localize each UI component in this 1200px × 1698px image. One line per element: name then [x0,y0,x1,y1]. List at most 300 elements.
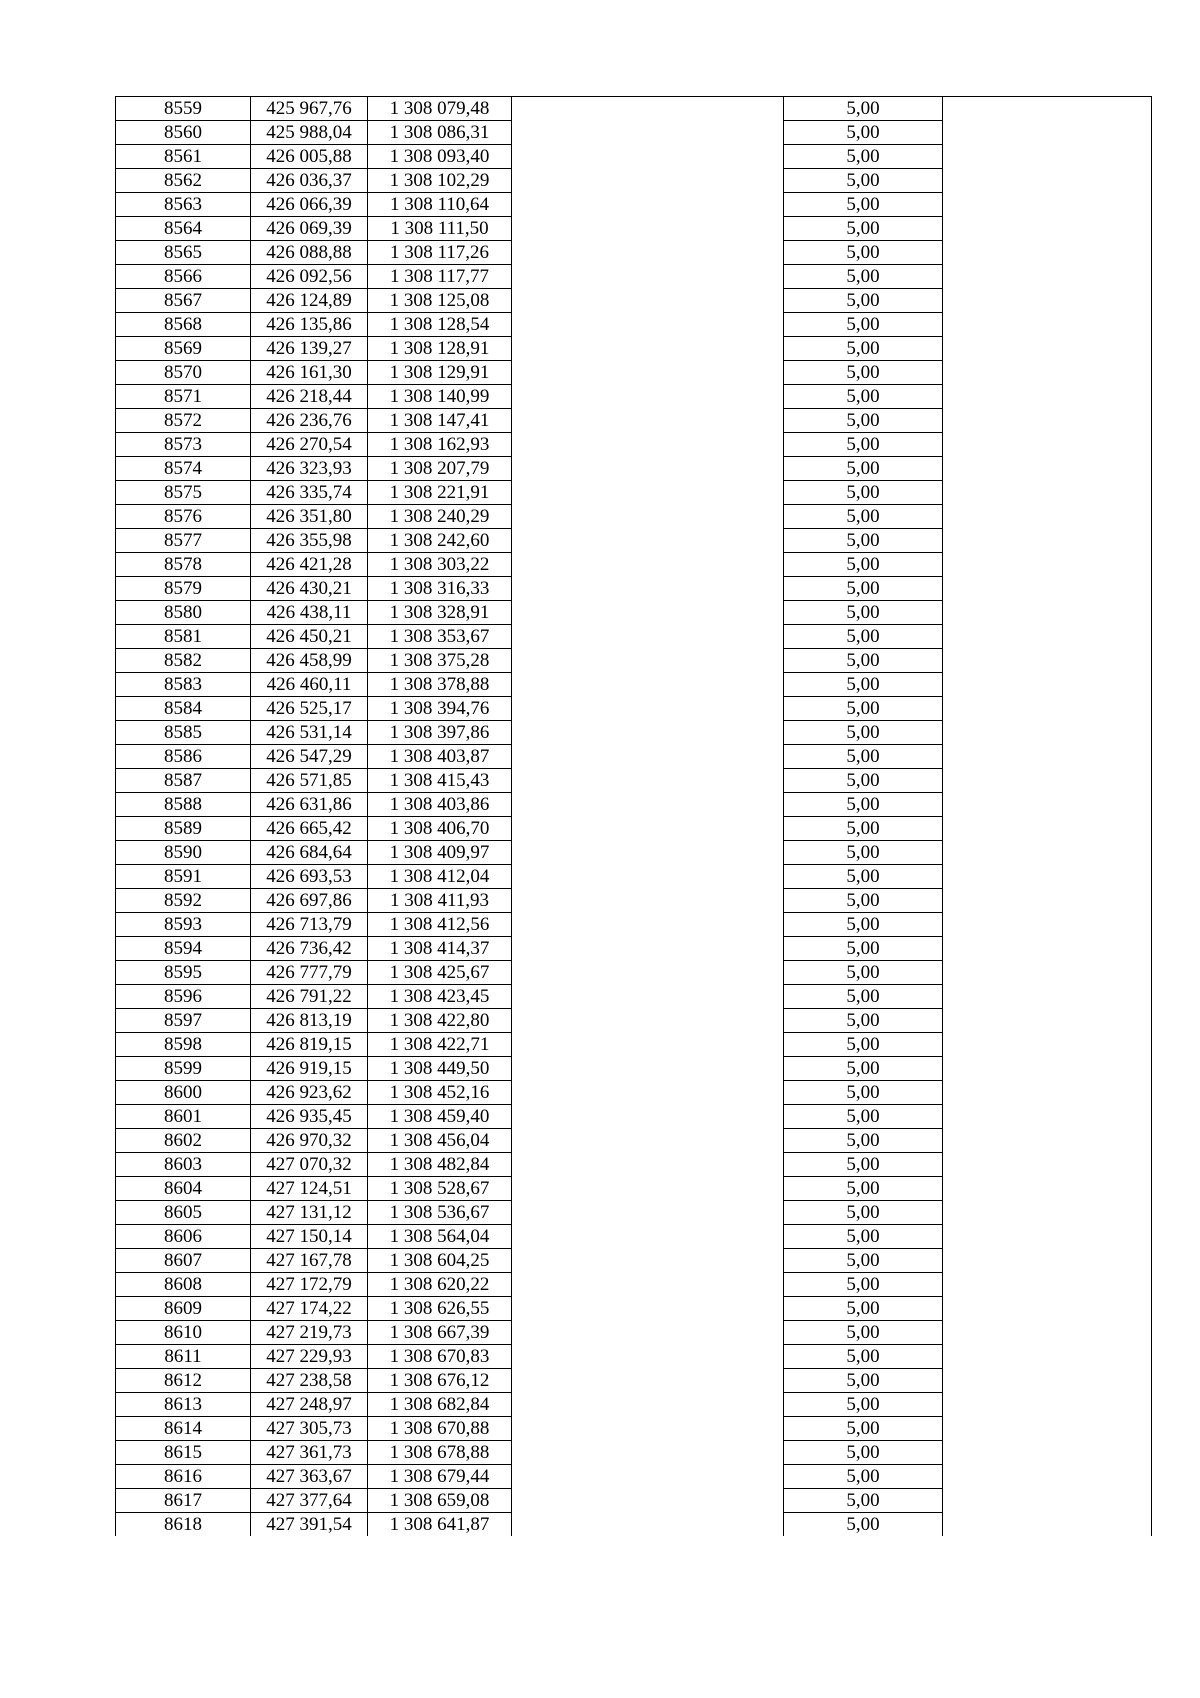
table-row [116,649,1152,673]
cell-point-number: 8588 [116,793,251,817]
cell-empty [512,1417,784,1441]
cell-error-value: 5,00 [784,697,943,721]
cell-empty [512,1225,784,1249]
cell-point-number: 8580 [116,601,251,625]
cell-note [943,169,1152,193]
cell-x-coordinate: 427 248,97 [251,1393,368,1417]
cell-point-number: 8592 [116,889,251,913]
cell-note [943,865,1152,889]
cell-x-coordinate: 427 219,73 [251,1321,368,1345]
table-row [116,769,1152,793]
cell-y-coordinate: 1 308 604,25 [368,1249,512,1273]
cell-empty [512,817,784,841]
table-row [116,217,1152,241]
cell-x-coordinate: 425 988,04 [251,121,368,145]
cell-x-coordinate: 426 450,21 [251,625,368,649]
cell-note [943,457,1152,481]
cell-x-coordinate: 427 167,78 [251,1249,368,1273]
cell-empty [512,841,784,865]
cell-empty [512,1033,784,1057]
cell-note [943,601,1152,625]
cell-x-coordinate: 426 813,19 [251,1009,368,1033]
table-row [116,1105,1152,1129]
table-row [116,433,1152,457]
table-row [116,913,1152,937]
cell-note [943,337,1152,361]
table-row [116,1297,1152,1321]
cell-note [943,961,1152,985]
cell-empty [512,385,784,409]
cell-error-value: 5,00 [784,625,943,649]
cell-point-number: 8570 [116,361,251,385]
table-row [116,193,1152,217]
cell-error-value: 5,00 [784,1201,943,1225]
cell-point-number: 8609 [116,1297,251,1321]
cell-x-coordinate: 426 135,86 [251,313,368,337]
cell-y-coordinate: 1 308 110,64 [368,193,512,217]
cell-point-number: 8563 [116,193,251,217]
cell-point-number: 8564 [116,217,251,241]
cell-empty [512,217,784,241]
cell-x-coordinate: 426 935,45 [251,1105,368,1129]
table-row [116,409,1152,433]
cell-empty [512,1513,784,1537]
cell-y-coordinate: 1 308 678,88 [368,1441,512,1465]
cell-y-coordinate: 1 308 564,04 [368,1225,512,1249]
cell-empty [512,745,784,769]
cell-empty [512,1057,784,1081]
coordinates-table-body [116,97,1152,1537]
cell-empty [512,361,784,385]
table-row [116,1033,1152,1057]
cell-point-number: 8612 [116,1369,251,1393]
cell-error-value: 5,00 [784,433,943,457]
cell-point-number: 8587 [116,769,251,793]
cell-error-value: 5,00 [784,1297,943,1321]
cell-note [943,1033,1152,1057]
cell-error-value: 5,00 [784,769,943,793]
cell-note [943,1393,1152,1417]
cell-point-number: 8614 [116,1417,251,1441]
cell-note [943,1417,1152,1441]
cell-y-coordinate: 1 308 128,91 [368,337,512,361]
table-row [116,505,1152,529]
cell-point-number: 8575 [116,481,251,505]
cell-empty [512,505,784,529]
cell-x-coordinate: 425 967,76 [251,97,368,121]
table-row [116,169,1152,193]
cell-y-coordinate: 1 308 079,48 [368,97,512,121]
cell-y-coordinate: 1 308 147,41 [368,409,512,433]
table-row [116,289,1152,313]
cell-y-coordinate: 1 308 641,87 [368,1513,512,1537]
cell-x-coordinate: 427 172,79 [251,1273,368,1297]
cell-error-value: 5,00 [784,337,943,361]
table-row [116,1273,1152,1297]
cell-note [943,433,1152,457]
cell-empty [512,481,784,505]
cell-point-number: 8566 [116,265,251,289]
cell-y-coordinate: 1 308 406,70 [368,817,512,841]
cell-note [943,625,1152,649]
table-row [116,601,1152,625]
cell-note [943,97,1152,121]
cell-error-value: 5,00 [784,121,943,145]
cell-point-number: 8559 [116,97,251,121]
cell-empty [512,1369,784,1393]
cell-empty [512,1081,784,1105]
cell-y-coordinate: 1 308 670,83 [368,1345,512,1369]
cell-y-coordinate: 1 308 423,45 [368,985,512,1009]
cell-error-value: 5,00 [784,1393,943,1417]
cell-empty [512,793,784,817]
cell-point-number: 8603 [116,1153,251,1177]
cell-note [943,1105,1152,1129]
cell-y-coordinate: 1 308 397,86 [368,721,512,745]
cell-y-coordinate: 1 308 129,91 [368,361,512,385]
cell-point-number: 8565 [116,241,251,265]
table-row [116,553,1152,577]
table-row [116,1417,1152,1441]
cell-y-coordinate: 1 308 125,08 [368,289,512,313]
cell-point-number: 8572 [116,409,251,433]
cell-y-coordinate: 1 308 303,22 [368,553,512,577]
cell-empty [512,409,784,433]
cell-point-number: 8583 [116,673,251,697]
cell-empty [512,529,784,553]
cell-error-value: 5,00 [784,649,943,673]
cell-y-coordinate: 1 308 378,88 [368,673,512,697]
cell-empty [512,265,784,289]
cell-y-coordinate: 1 308 482,84 [368,1153,512,1177]
cell-y-coordinate: 1 308 449,50 [368,1057,512,1081]
cell-empty [512,337,784,361]
cell-note [943,217,1152,241]
cell-error-value: 5,00 [784,1321,943,1345]
cell-point-number: 8608 [116,1273,251,1297]
table-row [116,961,1152,985]
cell-x-coordinate: 426 438,11 [251,601,368,625]
cell-point-number: 8589 [116,817,251,841]
cell-note [943,241,1152,265]
cell-point-number: 8562 [116,169,251,193]
cell-note [943,529,1152,553]
cell-empty [512,1153,784,1177]
cell-note [943,1009,1152,1033]
cell-x-coordinate: 426 631,86 [251,793,368,817]
cell-empty [512,673,784,697]
cell-y-coordinate: 1 308 353,67 [368,625,512,649]
cell-error-value: 5,00 [784,961,943,985]
cell-empty [512,1465,784,1489]
cell-note [943,889,1152,913]
cell-note [943,361,1152,385]
cell-x-coordinate: 427 377,64 [251,1489,368,1513]
table-row [116,1081,1152,1105]
cell-note [943,1345,1152,1369]
cell-y-coordinate: 1 308 425,67 [368,961,512,985]
cell-x-coordinate: 426 069,39 [251,217,368,241]
table-row [116,697,1152,721]
table-row [116,337,1152,361]
cell-x-coordinate: 426 684,64 [251,841,368,865]
cell-empty [512,1393,784,1417]
cell-empty [512,145,784,169]
table-row [116,673,1152,697]
cell-x-coordinate: 426 335,74 [251,481,368,505]
cell-error-value: 5,00 [784,1225,943,1249]
cell-error-value: 5,00 [784,1513,943,1537]
cell-empty [512,865,784,889]
cell-note [943,121,1152,145]
cell-point-number: 8618 [116,1513,251,1537]
cell-point-number: 8584 [116,697,251,721]
cell-point-number: 8579 [116,577,251,601]
table-row [116,241,1152,265]
table-row [116,1489,1152,1513]
cell-y-coordinate: 1 308 676,12 [368,1369,512,1393]
table-row [116,121,1152,145]
cell-empty [512,1273,784,1297]
cell-note [943,1321,1152,1345]
cell-x-coordinate: 426 236,76 [251,409,368,433]
cell-error-value: 5,00 [784,505,943,529]
table-row [116,1345,1152,1369]
table-row [116,145,1152,169]
cell-error-value: 5,00 [784,1057,943,1081]
table-row [116,1153,1152,1177]
cell-note [943,793,1152,817]
cell-x-coordinate: 427 131,12 [251,1201,368,1225]
table-row [116,1465,1152,1489]
cell-x-coordinate: 427 238,58 [251,1369,368,1393]
cell-x-coordinate: 426 430,21 [251,577,368,601]
table-row [116,1177,1152,1201]
cell-y-coordinate: 1 308 412,04 [368,865,512,889]
cell-note [943,1273,1152,1297]
table-row [116,1369,1152,1393]
cell-x-coordinate: 426 713,79 [251,913,368,937]
cell-y-coordinate: 1 308 086,31 [368,121,512,145]
table-row [116,529,1152,553]
cell-y-coordinate: 1 308 242,60 [368,529,512,553]
cell-error-value: 5,00 [784,169,943,193]
cell-point-number: 8591 [116,865,251,889]
cell-x-coordinate: 426 697,86 [251,889,368,913]
cell-x-coordinate: 427 305,73 [251,1417,368,1441]
cell-y-coordinate: 1 308 162,93 [368,433,512,457]
cell-x-coordinate: 426 088,88 [251,241,368,265]
cell-empty [512,1201,784,1225]
table-row [116,1393,1152,1417]
cell-y-coordinate: 1 308 411,93 [368,889,512,913]
cell-note [943,1057,1152,1081]
cell-point-number: 8576 [116,505,251,529]
cell-error-value: 5,00 [784,673,943,697]
table-row [116,1201,1152,1225]
cell-empty [512,721,784,745]
cell-note [943,409,1152,433]
cell-y-coordinate: 1 308 679,44 [368,1465,512,1489]
cell-x-coordinate: 426 919,15 [251,1057,368,1081]
cell-error-value: 5,00 [784,1177,943,1201]
cell-empty [512,961,784,985]
cell-note [943,1225,1152,1249]
cell-error-value: 5,00 [784,457,943,481]
cell-error-value: 5,00 [784,937,943,961]
cell-note [943,985,1152,1009]
cell-empty [512,169,784,193]
table-row [116,937,1152,961]
cell-x-coordinate: 427 229,93 [251,1345,368,1369]
table-row [116,1225,1152,1249]
cell-point-number: 8582 [116,649,251,673]
cell-empty [512,1489,784,1513]
coordinates-table [115,96,1152,1536]
cell-x-coordinate: 426 270,54 [251,433,368,457]
cell-note [943,385,1152,409]
cell-note [943,937,1152,961]
cell-point-number: 8597 [116,1009,251,1033]
cell-point-number: 8613 [116,1393,251,1417]
cell-note [943,313,1152,337]
cell-error-value: 5,00 [784,1105,943,1129]
cell-point-number: 8577 [116,529,251,553]
cell-x-coordinate: 426 323,93 [251,457,368,481]
cell-note [943,289,1152,313]
cell-error-value: 5,00 [784,1417,943,1441]
cell-empty [512,1297,784,1321]
cell-point-number: 8598 [116,1033,251,1057]
cell-point-number: 8601 [116,1105,251,1129]
cell-point-number: 8593 [116,913,251,937]
cell-y-coordinate: 1 308 667,39 [368,1321,512,1345]
cell-point-number: 8561 [116,145,251,169]
cell-x-coordinate: 427 174,22 [251,1297,368,1321]
cell-error-value: 5,00 [784,409,943,433]
cell-x-coordinate: 426 923,62 [251,1081,368,1105]
table-row [116,265,1152,289]
cell-point-number: 8571 [116,385,251,409]
cell-empty [512,913,784,937]
cell-note [943,697,1152,721]
cell-empty [512,769,784,793]
cell-empty [512,601,784,625]
cell-empty [512,985,784,1009]
cell-x-coordinate: 426 777,79 [251,961,368,985]
cell-error-value: 5,00 [784,889,943,913]
cell-y-coordinate: 1 308 414,37 [368,937,512,961]
cell-x-coordinate: 426 736,42 [251,937,368,961]
cell-x-coordinate: 426 161,30 [251,361,368,385]
cell-y-coordinate: 1 308 659,08 [368,1489,512,1513]
cell-note [943,1153,1152,1177]
cell-point-number: 8604 [116,1177,251,1201]
cell-point-number: 8607 [116,1249,251,1273]
table-row [116,1441,1152,1465]
cell-y-coordinate: 1 308 117,26 [368,241,512,265]
cell-x-coordinate: 426 571,85 [251,769,368,793]
cell-point-number: 8581 [116,625,251,649]
table-row [116,457,1152,481]
cell-y-coordinate: 1 308 422,80 [368,1009,512,1033]
cell-x-coordinate: 426 458,99 [251,649,368,673]
cell-x-coordinate: 426 351,80 [251,505,368,529]
cell-error-value: 5,00 [784,193,943,217]
cell-error-value: 5,00 [784,865,943,889]
cell-x-coordinate: 426 139,27 [251,337,368,361]
table-row [116,1321,1152,1345]
cell-error-value: 5,00 [784,553,943,577]
cell-point-number: 8560 [116,121,251,145]
cell-x-coordinate: 426 819,15 [251,1033,368,1057]
cell-y-coordinate: 1 308 207,79 [368,457,512,481]
table-row [116,745,1152,769]
cell-note [943,505,1152,529]
cell-error-value: 5,00 [784,529,943,553]
table-row [116,1129,1152,1153]
cell-y-coordinate: 1 308 682,84 [368,1393,512,1417]
cell-note [943,649,1152,673]
cell-x-coordinate: 427 363,67 [251,1465,368,1489]
cell-y-coordinate: 1 308 422,71 [368,1033,512,1057]
cell-y-coordinate: 1 308 102,29 [368,169,512,193]
cell-note [943,1297,1152,1321]
cell-point-number: 8616 [116,1465,251,1489]
cell-error-value: 5,00 [784,217,943,241]
cell-empty [512,625,784,649]
cell-note [943,673,1152,697]
cell-error-value: 5,00 [784,721,943,745]
table-row [116,577,1152,601]
cell-x-coordinate: 426 005,88 [251,145,368,169]
cell-error-value: 5,00 [784,1273,943,1297]
cell-point-number: 8605 [116,1201,251,1225]
cell-note [943,841,1152,865]
cell-error-value: 5,00 [784,1441,943,1465]
cell-empty [512,649,784,673]
cell-x-coordinate: 427 150,14 [251,1225,368,1249]
cell-point-number: 8596 [116,985,251,1009]
cell-x-coordinate: 426 036,37 [251,169,368,193]
cell-y-coordinate: 1 308 111,50 [368,217,512,241]
cell-empty [512,457,784,481]
cell-error-value: 5,00 [784,913,943,937]
cell-error-value: 5,00 [784,1129,943,1153]
cell-y-coordinate: 1 308 316,33 [368,577,512,601]
table-row [116,841,1152,865]
cell-note [943,769,1152,793]
cell-x-coordinate: 426 124,89 [251,289,368,313]
cell-y-coordinate: 1 308 626,55 [368,1297,512,1321]
cell-y-coordinate: 1 308 536,67 [368,1201,512,1225]
cell-error-value: 5,00 [784,97,943,121]
cell-empty [512,241,784,265]
cell-note [943,1249,1152,1273]
cell-x-coordinate: 426 791,22 [251,985,368,1009]
cell-empty [512,433,784,457]
table-row [116,1057,1152,1081]
table-row [116,481,1152,505]
table-row [116,313,1152,337]
cell-error-value: 5,00 [784,361,943,385]
cell-y-coordinate: 1 308 459,40 [368,1105,512,1129]
table-row [116,361,1152,385]
cell-note [943,553,1152,577]
cell-note [943,1177,1152,1201]
table-row [116,1513,1152,1537]
cell-empty [512,697,784,721]
